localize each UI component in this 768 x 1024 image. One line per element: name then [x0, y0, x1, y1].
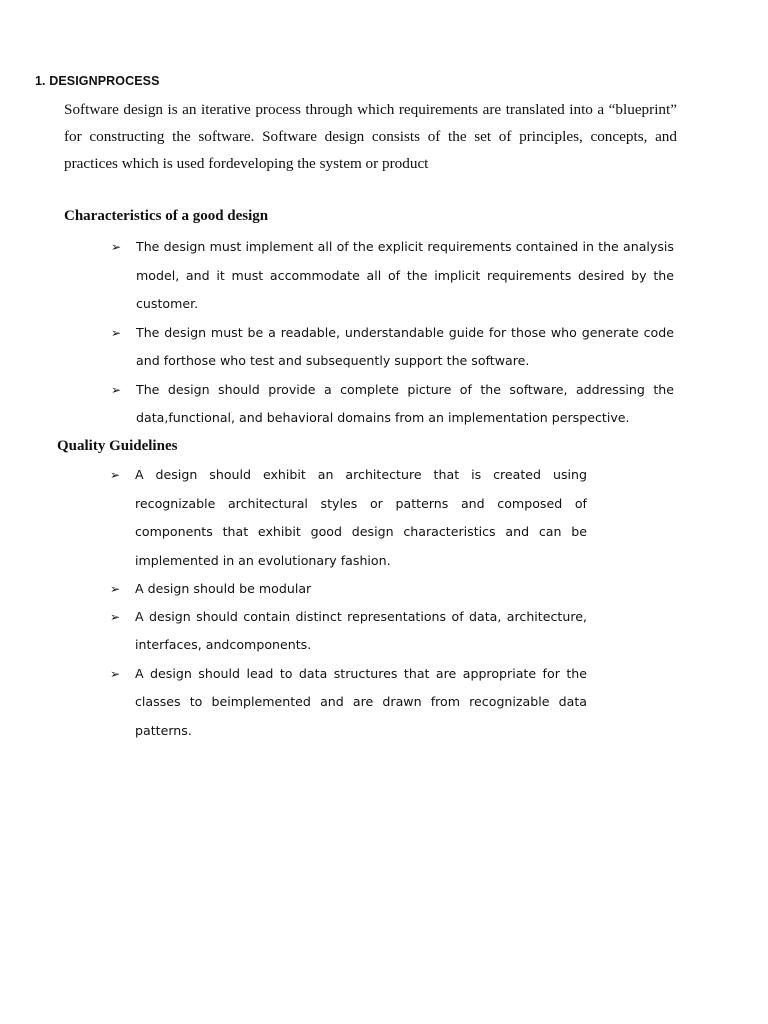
characteristics-title: Characteristics of a good design — [64, 208, 269, 224]
list-item — [110, 461, 587, 575]
characteristics-list — [111, 233, 674, 433]
quality-guidelines-title: Quality Guidelines — [57, 438, 178, 454]
quality-guidelines-list — [110, 461, 587, 745]
list-item — [111, 319, 674, 376]
intro-paragraph: Software design is an iterative process through which requirements are translated into a “blueprint” for constructing the software. Software design consists of the set of principles, concepts, and practices which is used fordeveloping the system or product — [64, 101, 677, 172]
list-item-text: A design should lead to data structures that are appropriate for the classes to beimplemented and are drawn from recognizable data patterns. — [135, 665, 587, 738]
list-item-text: The design must implement all of the explicit requirements contained in the analysis model, and it must accommodate all of the implicit requirements desired by the customer. — [136, 239, 674, 311]
list-item-text: A design should exhibit an architecture that is created using recognizable architectural styles or patterns and composed of components that exhibit good design characteristics and can be implemented in an evolutionary fashion. — [135, 467, 587, 568]
list-item — [110, 575, 587, 604]
list-item — [111, 376, 674, 433]
list-item-text: The design should provide a complete picture of the software, addressing the data,functional, and behavioral domains from an implementation perspective. — [136, 381, 674, 425]
arrowhead-bullet-icon: ➢ — [110, 468, 121, 482]
arrowhead-bullet-icon: ➢ — [110, 609, 121, 624]
list-item — [110, 603, 587, 660]
list-item — [110, 660, 587, 746]
section-heading: 1. DESIGNPROCESS — [35, 74, 160, 88]
arrowhead-bullet-icon: ➢ — [110, 666, 121, 681]
list-item — [111, 233, 674, 319]
list-item-text: A design should contain distinct representations of data, architecture, interfaces, andcomponents. — [135, 608, 587, 652]
arrowhead-bullet-icon: ➢ — [110, 582, 121, 596]
arrowhead-bullet-icon: ➢ — [111, 382, 122, 397]
arrowhead-bullet-icon: ➢ — [111, 325, 122, 340]
arrowhead-bullet-icon: ➢ — [111, 240, 122, 254]
list-item-text: A design should be modular — [135, 581, 312, 596]
list-item-text: The design must be a readable, understandable guide for those who generate code and forthose who test and subsequently support the software. — [136, 324, 674, 368]
